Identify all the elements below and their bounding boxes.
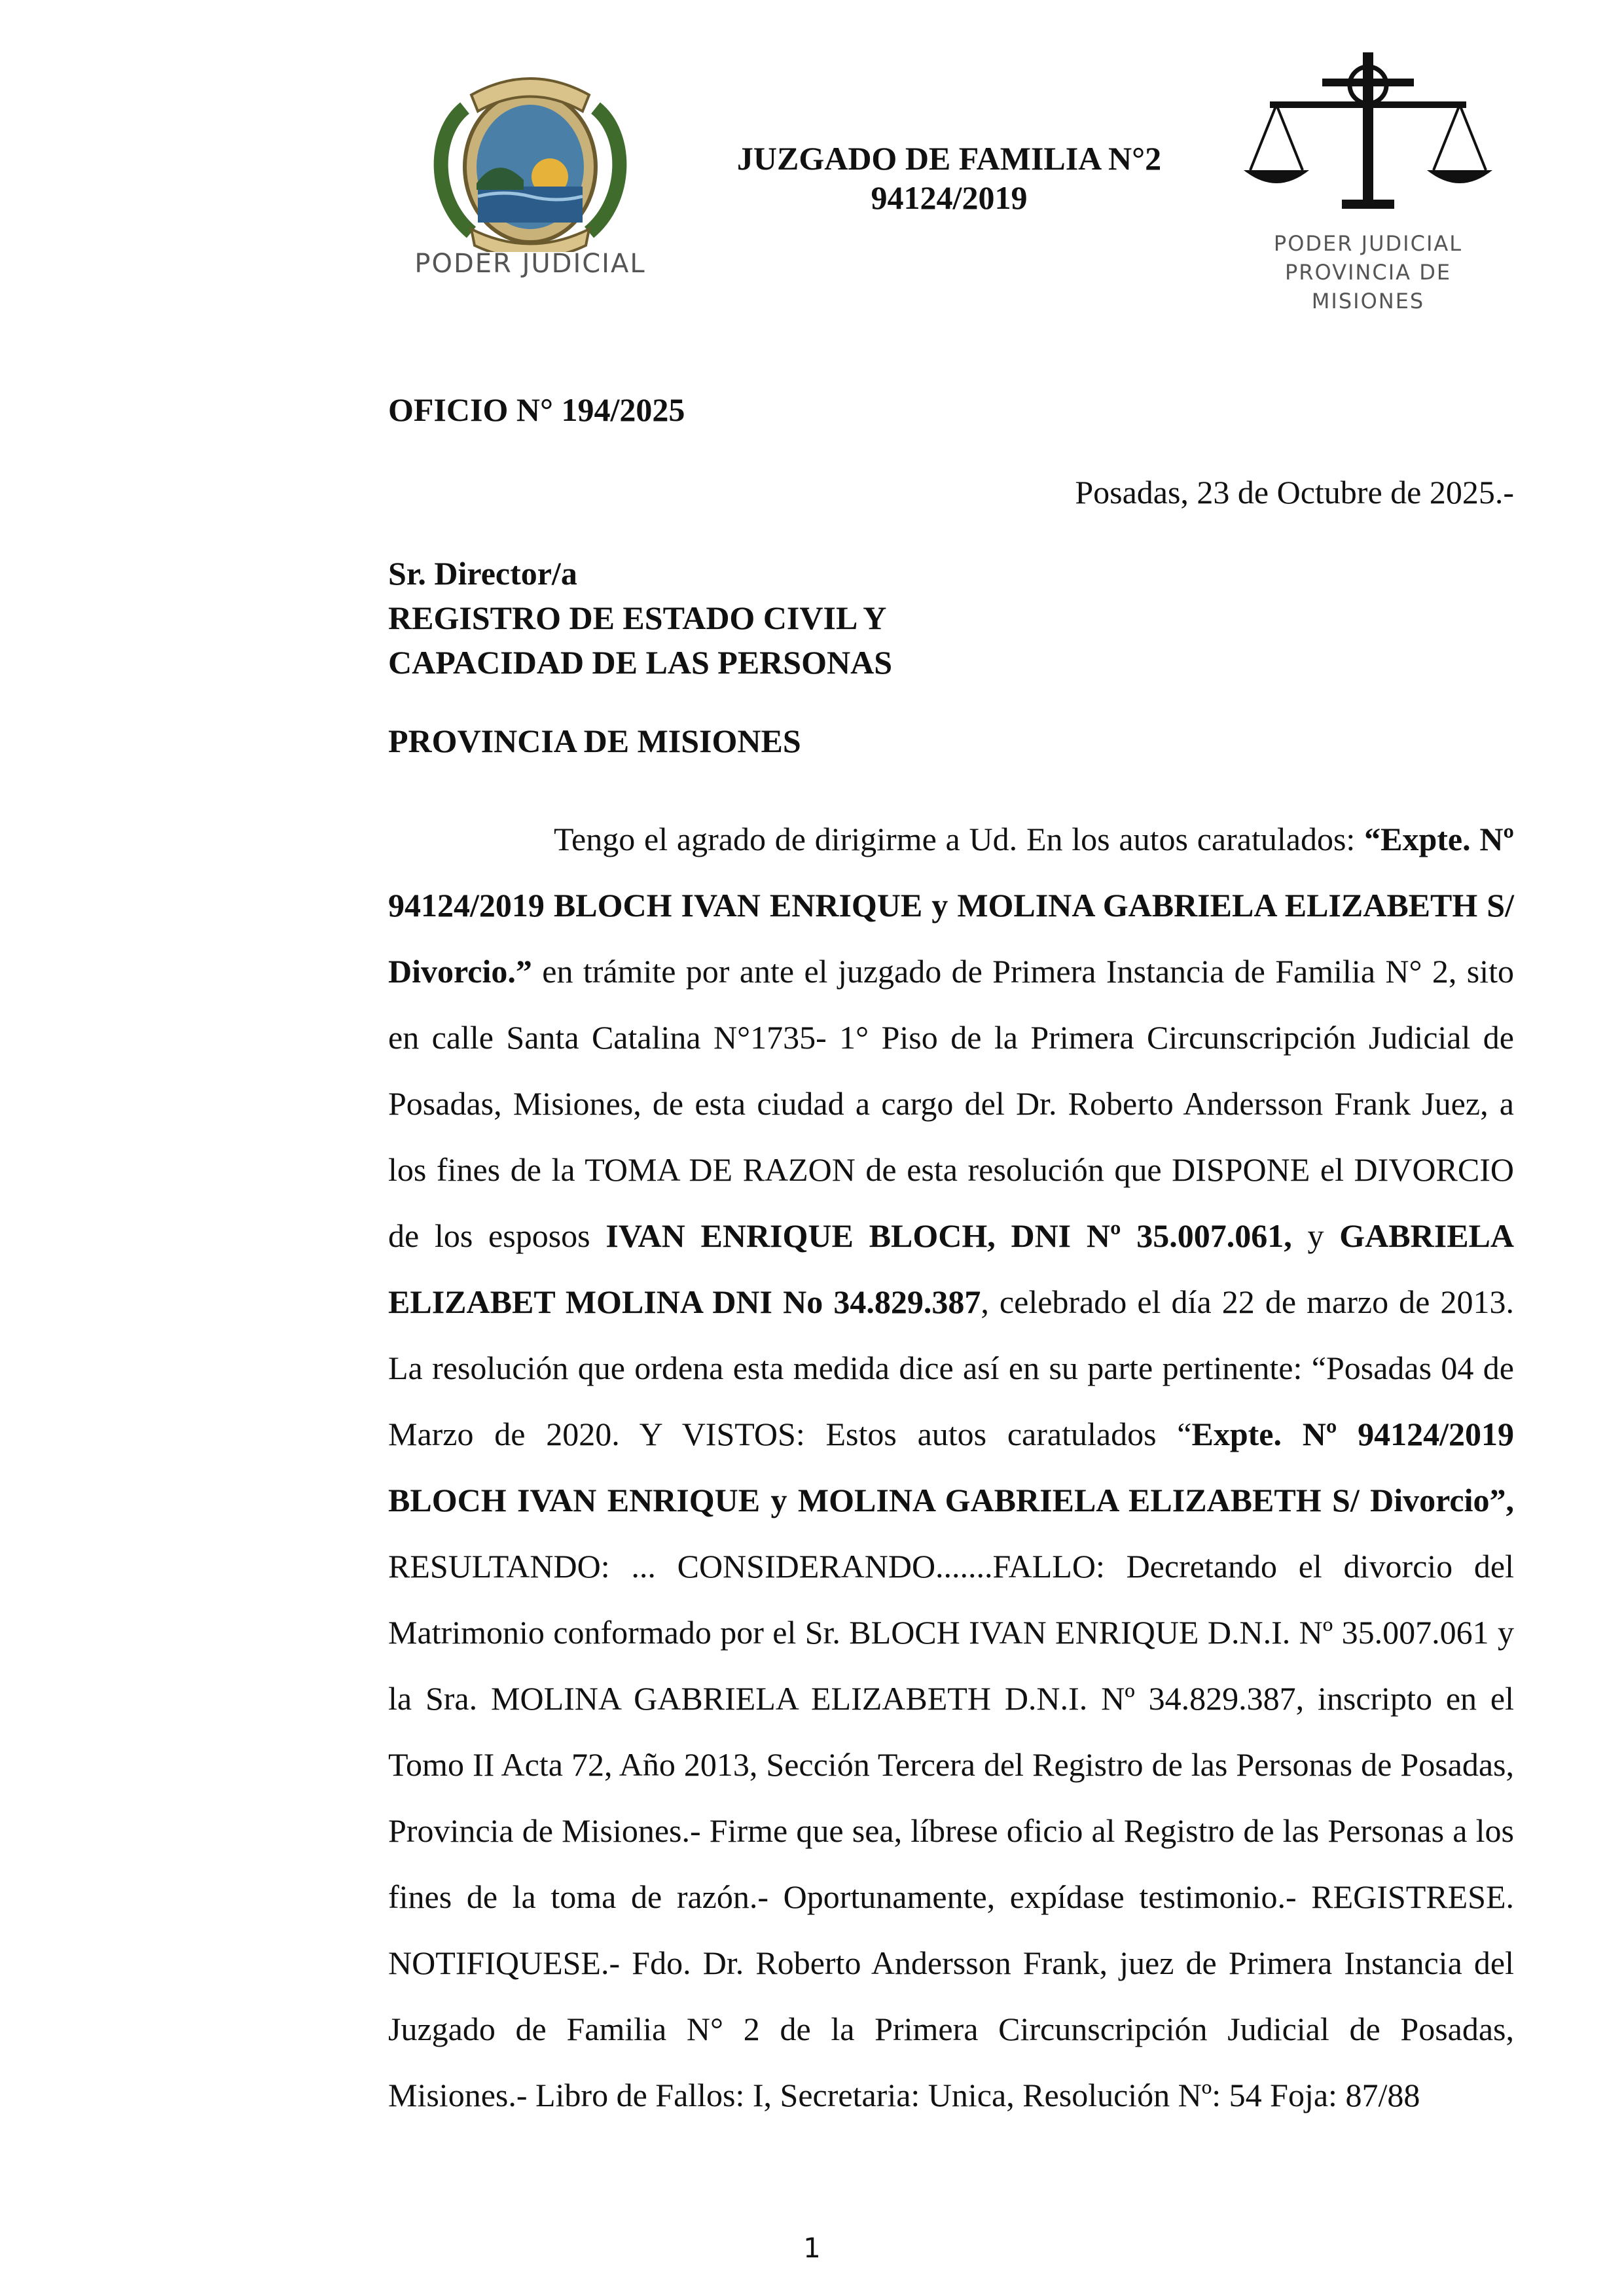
spouse2-bold: GABRIELA ELIZABET MOLINA DNI No 34.829.387: [388, 1217, 1515, 1320]
scales-of-justice-icon: [1231, 39, 1506, 223]
document-body: [388, 806, 1514, 2128]
oficio-number: OFICIO N° 194/2025: [388, 391, 685, 428]
provincial-seal-icon: [393, 56, 668, 252]
page-number: 1: [803, 2232, 821, 2264]
date-line: Posadas, 23 de Octubre de 2025.-: [1075, 474, 1514, 511]
right-logo-caption: [1231, 229, 1506, 315]
addressee-province: PROVINCIA DE MISIONES: [388, 723, 801, 759]
right-logo-caption-line1: PODER JUDICIAL: [1273, 231, 1463, 256]
body-text: en trámite por ante el juzgado de Primera Instancia de Familia N° 2, sito en calle Santa Catalina N°1735- 1° Piso de la Primera Circunscripción Judicial de Posadas, Misiones, de esta ciudad a cargo del Dr. Roberto Andersson Frank Juez, a los fines de la TOMA DE RAZON de esta resolución que DISPONE el DIVORCIO de los esposos: [388, 953, 1514, 1254]
body-text: Tengo el agrado de dirigirme a Ud. En los autos caratulados:: [554, 821, 1365, 857]
body-paragraph: [388, 806, 1514, 2128]
document-header: [655, 139, 1244, 217]
addressee-registry-cont: CAPACIDAD DE LAS PERSONAS: [388, 644, 892, 681]
poder-judicial-scales-logo: [1231, 39, 1506, 314]
addressee-registry: REGISTRO DE ESTADO CIVIL Y: [388, 600, 887, 636]
right-logo-caption-line2: PROVINCIA DE MISIONES: [1284, 260, 1452, 314]
case-title-bold: “Expte. Nº 94124/2019 BLOCH IVAN ENRIQUE y MOLINA GABRIELA ELIZABETH S/ Divorcio.”: [388, 821, 1514, 990]
court-name: JUZGADO DE FAMILIA N°2: [736, 140, 1162, 177]
left-logo-caption: PODER JUDICIAL: [414, 249, 646, 279]
case-number: 94124/2019: [871, 179, 1028, 216]
case-title-bold-2: Expte. Nº 94124/2019 BLOCH IVAN ENRIQUE y MOLINA GABRIELA ELIZABETH S/ Divorcio”,: [388, 1416, 1514, 1518]
body-text: RESULTANDO: ... CONSIDERANDO.......FALLO: Decretando el divorcio del Matrimonio conformado por el Sr. BLOCH IVAN ENRIQUE D.N.I. Nº 35.007.061 y la Sra. MOLINA GABRIELA ELIZABETH D.N.I. Nº 34.829.387, inscripto en el Tomo II Acta 72, Año 2013, Sección Tercera del Registro de las Personas de Posadas, Provincia de Misiones.- Firme que sea, líbrese oficio al Registro de las Personas a los fines de la toma de razón.- Oportunamente, expídase testimonio.- REGISTRESE. NOTIFIQUESE.- Fdo. Dr. Roberto Andersson Frank, juez de Primera Instancia del Juzgado de Familia N° 2 de la Primera Circunscripción Judicial de Posadas, Misiones.- Libro de Fallos: I, Secretaria: Unica, Resolución Nº: 54 Foja: 87/88: [388, 1548, 1514, 2113]
spouse1-bold: IVAN ENRIQUE BLOCH, DNI Nº 35.007.061,: [605, 1217, 1292, 1254]
addressee-title: Sr. Director/a: [388, 555, 577, 592]
poder-judicial-seal-logo: [393, 56, 668, 285]
body-text: y: [1291, 1217, 1340, 1254]
body-text: , celebrado el día 22 de marzo de 2013. La resolución que ordena esta medida dice así en su parte pertinente: “Posadas 04 de Marzo de 2020. Y VISTOS: Estos autos caratulados “: [388, 1283, 1514, 1452]
